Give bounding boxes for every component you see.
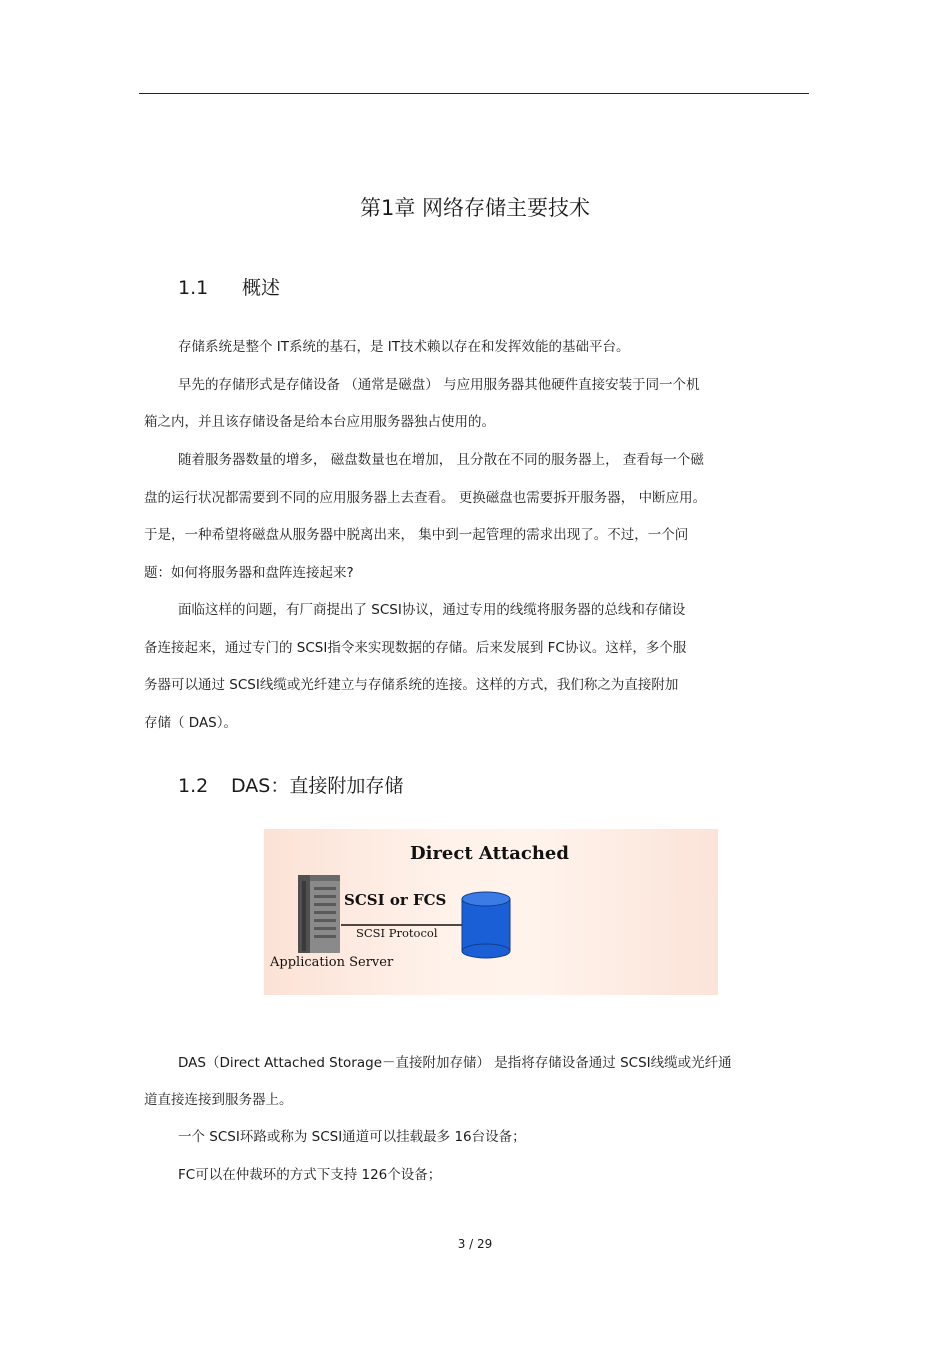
server-icon [298, 875, 340, 953]
section-number: 1.1 [178, 277, 209, 299]
section-title: DAS：直接附加存储 [231, 775, 404, 797]
paragraph-line: 面临这样的问题，有厂商提出了 SCSI协议，通过专用的线缆将服务器的总线和存储设 [178, 602, 686, 618]
paragraph-line: DAS（Direct Attached Storage－直接附加存储） 是指将存储设备通过 SCSI线缆或光纤通 [178, 1055, 732, 1071]
protocol-label: SCSI Protocol [356, 926, 438, 940]
section-heading-1-1 [178, 273, 280, 300]
paragraph-line: FC可以在仲裁环的方式下支持 126个设备； [178, 1167, 442, 1183]
das-diagram-graphics [264, 829, 718, 995]
das-diagram [264, 829, 718, 995]
paragraph-line: 道直接连接到服务器上。 [144, 1092, 293, 1108]
paragraph-line: 备连接起来，通过专门的 SCSI指令来实现数据的存储。后来发展到 FC协议。这样，多个服 [144, 640, 687, 656]
link-label: SCSI or FCS [344, 891, 447, 909]
server-label: Application Server [270, 955, 394, 970]
disk-icon [462, 892, 510, 958]
paragraph-line: 一个 SCSI环路或称为 SCSI通道可以挂载最多 16台设备； [178, 1129, 526, 1145]
paragraph-line: 存储（ DAS）。 [144, 715, 238, 731]
paragraph-line: 存储系统是整个 IT系统的基石，是 IT技术赖以存在和发挥效能的基础平台。 [178, 339, 630, 355]
chapter-title: 第1章 网络存储主要技术 [359, 196, 591, 220]
paragraph-line: 随着服务器数量的增多， 磁盘数量也在增加， 且分散在不同的服务器上， 查看每一个磁 [178, 452, 704, 468]
paragraph-line: 务器可以通过 SCSI线缆或光纤建立与存储系统的连接。这样的方式，我们称之为直接附加 [144, 677, 679, 693]
diagram-title: Direct Attached [410, 843, 569, 864]
paragraph-line: 题：如何将服务器和盘阵连接起来? [144, 565, 354, 581]
section-number: 1.2 [178, 775, 209, 797]
page-number: 3 / 29 [457, 1237, 493, 1251]
section-heading-1-2 [178, 771, 403, 798]
section-title: 概述 [242, 277, 281, 299]
paragraph-line: 早先的存储形式是存储设备 （通常是磁盘） 与应用服务器其他硬件直接安装于同一个机 [178, 377, 700, 393]
paragraph-line: 于是，一种希望将磁盘从服务器中脱离出来， 集中到一起管理的需求出现了。不过，一个问 [144, 527, 689, 543]
header-rule [139, 93, 809, 94]
paragraph-line: 盘的运行状况都需要到不同的应用服务器上去查看。 更换磁盘也需要拆开服务器， 中断应用。 [144, 490, 707, 506]
paragraph-line: 箱之内，并且该存储设备是给本台应用服务器独占使用的。 [144, 414, 495, 430]
